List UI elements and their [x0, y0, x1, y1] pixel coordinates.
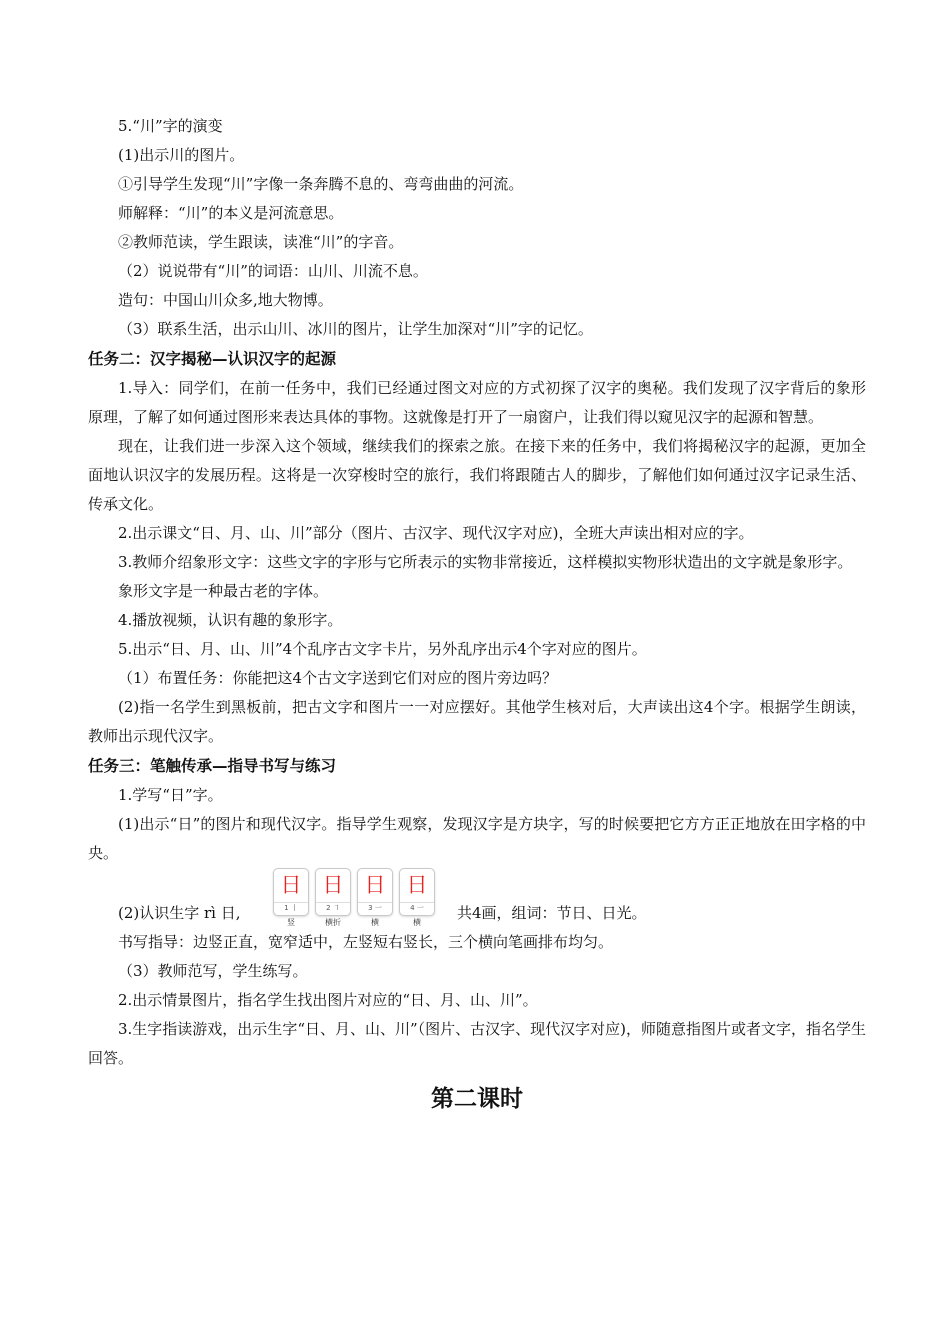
- stroke-number: 1 丨: [274, 902, 308, 913]
- stroke-card: [356, 868, 394, 929]
- stroke-card: [272, 868, 310, 929]
- stroke-glyph: 日: [364, 873, 386, 897]
- document-page: [88, 112, 866, 1117]
- section5-line: ②教师范读，学生跟读，读准“川”的字音。: [118, 233, 404, 251]
- stroke-number: 2 ㇕: [316, 902, 350, 913]
- stroke-glyph: 日: [280, 873, 302, 897]
- task3-line: 1.学写“日”字。: [118, 786, 223, 804]
- section5-line: （2）说说带有“川”的词语：山川、川流不息。: [118, 262, 428, 280]
- stroke-prefix: (2)认识生字 rì 日,: [118, 904, 241, 922]
- stroke-name: 横: [413, 918, 421, 927]
- stroke-glyph: 日: [322, 873, 344, 897]
- task2-paragraph: 3.教师介绍象形文字：这些文字的字形与它所表示的实物非常接近，这样模拟实物形状造出的文字就是象形字。: [118, 553, 853, 571]
- stroke-card: [314, 868, 352, 929]
- task3-line: （3）教师范写，学生练写。: [118, 962, 308, 980]
- task3-line: 2.出示情景图片，指名学生找出图片对应的“日、月、山、川”。: [118, 991, 538, 1009]
- task2-paragraph: 1.导入：同学们，在前一任务中，我们已经通过图文对应的方式初探了汉字的奥秘。我们发现了汉字背后的象形原理，了解了如何通过图形来表达具体的事物。这就像是打开了一扇窗户，让我们得以窥见汉字的起源和智慧。: [88, 379, 866, 426]
- task2-paragraph: 2.出示课文“日、月、山、川”部分（图片、古汉字、现代汉字对应)，全班大声读出相对应的字。: [118, 524, 754, 542]
- task2-heading: 任务二：汉字揭秘—认识汉字的起源: [88, 350, 337, 368]
- stroke-name: 竖: [287, 918, 295, 927]
- task3-heading: 任务三：笔触传承—指导书写与练习: [88, 757, 337, 775]
- task2-paragraph: 4.播放视频，认识有趣的象形字。: [118, 611, 343, 629]
- stroke-name: 横折: [325, 918, 341, 927]
- section5-line: 造句：中国山川众多,地大物博。: [118, 291, 333, 309]
- task2-paragraph: (2)指一名学生到黑板前，把古文字和图片一一对应摆好。其他学生核对后，大声读出这4个字。根据学生朗读，教师出示现代汉字。: [88, 698, 866, 745]
- stroke-suffix: 共4画，组词：节日、日光。: [457, 904, 647, 922]
- stroke-order-cards: [272, 868, 436, 929]
- task2-paragraph: 象形文字是一种最古老的字体。: [118, 582, 329, 600]
- section5-line: ①引导学生发现“川”字像一条奔腾不息的、弯弯曲曲的河流。: [118, 175, 524, 193]
- lesson2-title: 第二课时: [431, 1086, 523, 1112]
- stroke-order-line: [88, 868, 866, 928]
- stroke-card: [398, 868, 436, 929]
- task3-line: 3.生字指读游戏，出示生字“日、月、山、川”（图片、古汉字、现代汉字对应)，师随意指图片或者文字，指名学生回答。: [88, 1020, 867, 1067]
- stroke-name: 横: [371, 918, 379, 927]
- task2-paragraph: 5.出示“日、月、山、川”4个乱序古文字卡片，另外乱序出示4个字对应的图片。: [118, 640, 647, 658]
- stroke-glyph: 日: [406, 873, 428, 897]
- section5-line: （3）联系生活，出示山川、冰川的图片，让学生加深对“川”字的记忆。: [118, 320, 593, 338]
- stroke-number: 3 一: [358, 902, 392, 913]
- task3-line: (1)出示“日”的图片和现代汉字。指导学生观察，发现汉字是方块字，写的时候要把它方方正正地放在田字格的中央。: [88, 815, 866, 862]
- task3-line: 书写指导：边竖正直，宽窄适中，左竖短右竖长，三个横向笔画排布均匀。: [118, 933, 614, 951]
- task2-paragraph: （1）布置任务：你能把这4个古文字送到它们对应的图片旁边吗？: [118, 669, 558, 687]
- stroke-number: 4 一: [400, 902, 434, 913]
- section5-heading: 5.“川”字的演变: [118, 117, 223, 135]
- section5-line: 师解释：“川”的本义是河流意思。: [118, 204, 344, 222]
- task2-paragraph: 现在，让我们进一步深入这个领域，继续我们的探索之旅。在接下来的任务中，我们将揭秘汉字的起源，更加全面地认识汉字的发展历程。这将是一次穿梭时空的旅行，我们将跟随古人的脚步，了解他们如何通过汉字记录生活、传承文化。: [88, 437, 866, 513]
- section5-line: (1)出示川的图片。: [118, 146, 245, 164]
